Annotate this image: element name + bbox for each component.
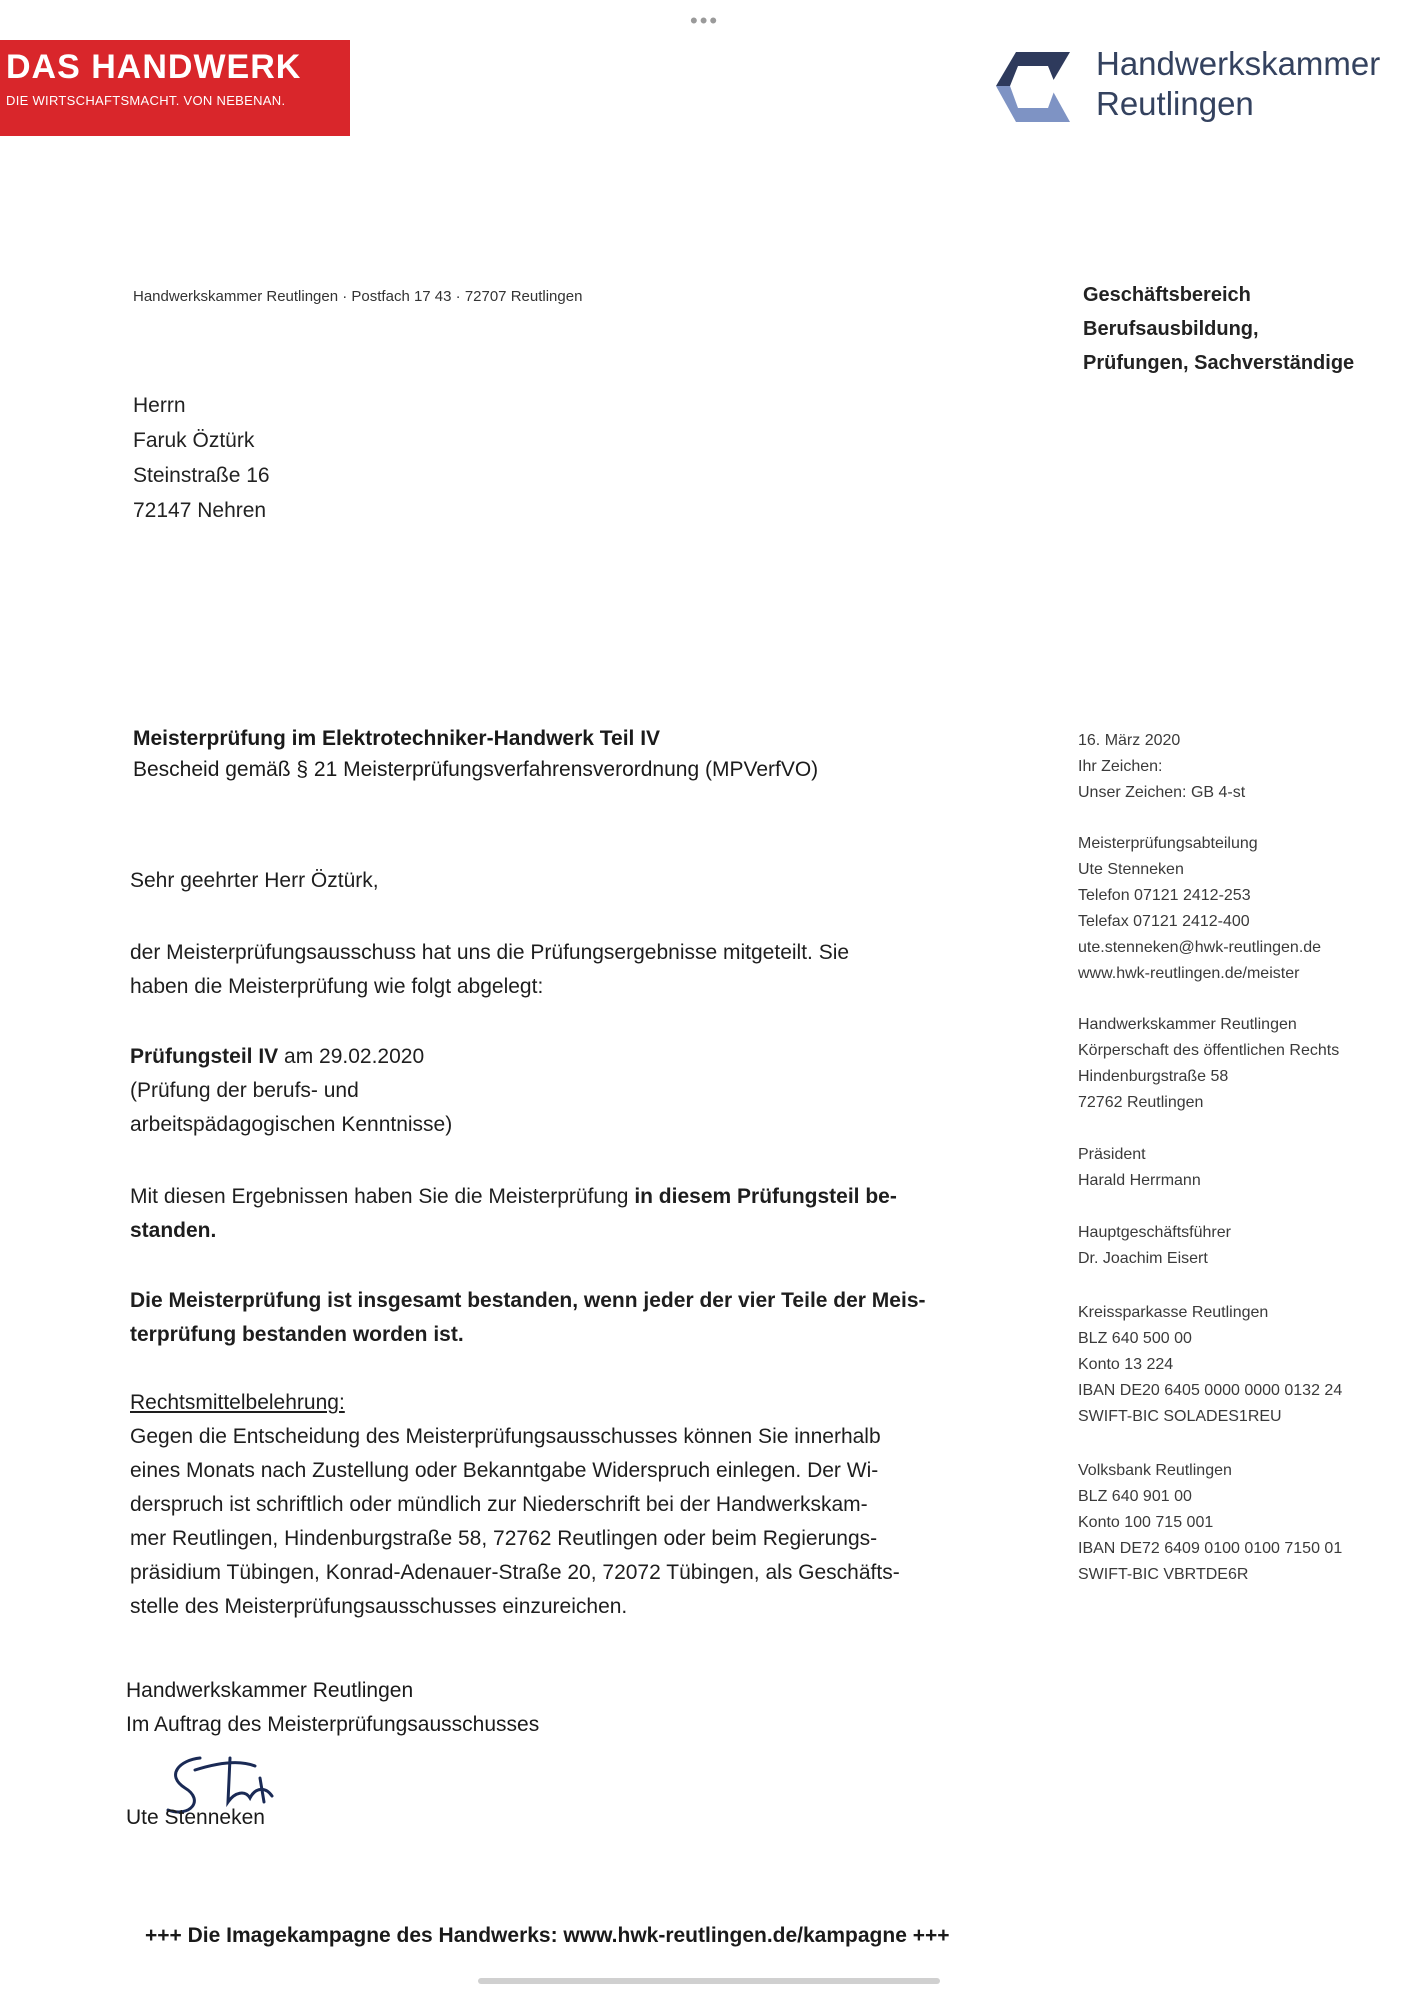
our-reference: Unser Zeichen: GB 4-st (1078, 784, 1246, 801)
sidebar-president (1078, 1142, 1408, 1194)
org-line: 72762 Reutlingen (1078, 1094, 1204, 1111)
hwk-logo-text (1096, 44, 1380, 124)
window-dots: ••• (690, 8, 720, 33)
intro-line: haben die Meisterprüfung wie folgt abgelegt: (130, 975, 544, 998)
sidebar-contact (1078, 831, 1408, 987)
ceo-name: Dr. Joachim Eisert (1078, 1250, 1208, 1267)
total-paragraph (130, 1284, 1010, 1352)
president-label: Präsident (1078, 1146, 1146, 1163)
department-block (1083, 278, 1354, 380)
subject-subtitle: Bescheid gemäß § 21 Meisterprüfungsverfahrensverordnung (MPVerfVO) (133, 758, 819, 781)
signatory-name: Ute Stenneken (126, 1806, 265, 1829)
subject-title: Meisterprüfung im Elektrotechniker-Handwerk Teil IV (133, 727, 661, 750)
hwk-logo-line2: Reutlingen (1096, 85, 1254, 122)
bank-line: Volksbank Reutlingen (1078, 1462, 1232, 1479)
subject-block (133, 723, 818, 785)
sidebar-bank-kreissparkasse (1078, 1300, 1408, 1430)
total-line: Die Meisterprüfung ist insgesamt bestanden, wenn jeder der vier Teile der Meis- (130, 1289, 926, 1312)
bank-line: Konto 100 715 001 (1078, 1514, 1214, 1531)
president-name: Harald Herrmann (1078, 1172, 1201, 1189)
legal-line: eines Monats nach Zustellung oder Bekanntgabe Widerspruch einlegen. Der Wi- (130, 1459, 879, 1482)
home-indicator[interactable] (478, 1978, 940, 1984)
org-line: Handwerkskammer Reutlingen (1078, 1016, 1297, 1033)
legal-line: derspruch ist schriftlich oder mündlich zur Niederschrift bei der Handwerkskam- (130, 1493, 868, 1516)
intro-paragraph (130, 936, 1010, 1004)
exam-part-paragraph (130, 1040, 1010, 1142)
logo-tagline: DIE WIRTSCHAFTSMACHT. VON NEBENAN. (6, 93, 286, 108)
exam-part-label: Prüfungsteil IV (130, 1045, 279, 1068)
hwk-logo-mark-icon (996, 52, 1070, 122)
sidebar-organization (1078, 1012, 1408, 1116)
closing-block (126, 1674, 539, 1742)
bank-line: IBAN DE72 6409 0100 0100 7150 01 (1078, 1540, 1343, 1557)
result-paragraph (130, 1180, 1010, 1248)
your-reference: Ihr Zeichen: (1078, 758, 1163, 775)
sidebar-reference (1078, 728, 1408, 806)
result-line (130, 1180, 1010, 1214)
department-line: Berufsausbildung, (1083, 318, 1259, 340)
legal-notice (130, 1386, 1010, 1624)
bank-line: BLZ 640 901 00 (1078, 1488, 1192, 1505)
contact-line: Telefon 07121 2412-253 (1078, 887, 1251, 904)
sidebar-ceo (1078, 1220, 1408, 1272)
bank-line: SWIFT-BIC SOLADES1REU (1078, 1408, 1282, 1425)
contact-line: Telefax 07121 2412-400 (1078, 913, 1250, 930)
sender-line: Handwerkskammer Reutlingen · Postfach 17 43 · 72707 Reutlingen (133, 288, 583, 305)
das-handwerk-logo (0, 40, 350, 136)
department-line: Prüfungen, Sachverständige (1083, 352, 1355, 374)
ceo-label: Hauptgeschäftsführer (1078, 1224, 1231, 1241)
footer-campaign: +++ Die Imagekampagne des Handwerks: www.hwk-reutlingen.de/kampagne +++ (145, 1924, 950, 1947)
address-line: Herrn (133, 394, 186, 417)
address-line: Faruk Öztürk (133, 429, 255, 452)
result-emphasis: in diesem Prüfungsteil be- (634, 1185, 897, 1208)
bank-line: Konto 13 224 (1078, 1356, 1174, 1373)
legal-line: präsidium Tübingen, Konrad-Adenauer-Straße 20, 72072 Tübingen, als Geschäfts- (130, 1561, 900, 1584)
address-line: Steinstraße 16 (133, 464, 270, 487)
intro-line: der Meisterprüfungsausschuss hat uns die Prüfungsergebnisse mitgeteilt. Sie (130, 941, 850, 964)
org-line: Hindenburgstraße 58 (1078, 1068, 1229, 1085)
sidebar-bank-volksbank (1078, 1458, 1408, 1588)
bank-line: IBAN DE20 6405 0000 0000 0132 24 (1078, 1382, 1343, 1399)
legal-line: mer Reutlingen, Hindenburgstraße 58, 72762 Reutlingen oder beim Regierungs- (130, 1527, 878, 1550)
result-text: Mit diesen Ergebnissen haben Sie die Meisterprüfung (130, 1185, 635, 1208)
recipient-address (133, 388, 270, 528)
legal-line: stelle des Meisterprüfungsausschusses einzureichen. (130, 1595, 628, 1618)
hwk-logo-line1: Handwerkskammer (1096, 45, 1381, 82)
legal-heading: Rechtsmittelbelehrung: (130, 1391, 345, 1414)
logo-title: DAS HANDWERK (6, 48, 302, 86)
closing-line: Im Auftrag des Meisterprüfungsausschusses (126, 1713, 540, 1736)
department-line: Geschäftsbereich (1083, 284, 1251, 306)
exam-part-desc: arbeitspädagogischen Kenntnisse) (130, 1113, 453, 1136)
bank-line: BLZ 640 500 00 (1078, 1330, 1192, 1347)
address-line: 72147 Nehren (133, 499, 267, 522)
contact-email: ute.stenneken@hwk-reutlingen.de (1078, 939, 1322, 956)
letter-date: 16. März 2020 (1078, 732, 1181, 749)
salutation: Sehr geehrter Herr Öztürk, (130, 869, 379, 892)
legal-line: Gegen die Entscheidung des Meisterprüfungsausschusses können Sie innerhalb (130, 1425, 881, 1448)
bank-line: SWIFT-BIC VBRTDE6R (1078, 1566, 1249, 1583)
exam-part-date: am 29.02.2020 (278, 1045, 425, 1068)
contact-website: www.hwk-reutlingen.de/meister (1078, 965, 1300, 982)
bank-line: Kreissparkasse Reutlingen (1078, 1304, 1269, 1321)
contact-line: Ute Stenneken (1078, 861, 1184, 878)
org-line: Körperschaft des öffentlichen Rechts (1078, 1042, 1340, 1059)
exam-part-desc: (Prüfung der berufs- und (130, 1079, 359, 1102)
closing-line: Handwerkskammer Reutlingen (126, 1679, 414, 1702)
contact-line: Meisterprüfungsabteilung (1078, 835, 1258, 852)
exam-part-line (130, 1040, 1010, 1074)
result-line: standen. (130, 1219, 217, 1242)
total-line: terprüfung bestanden worden ist. (130, 1323, 464, 1346)
